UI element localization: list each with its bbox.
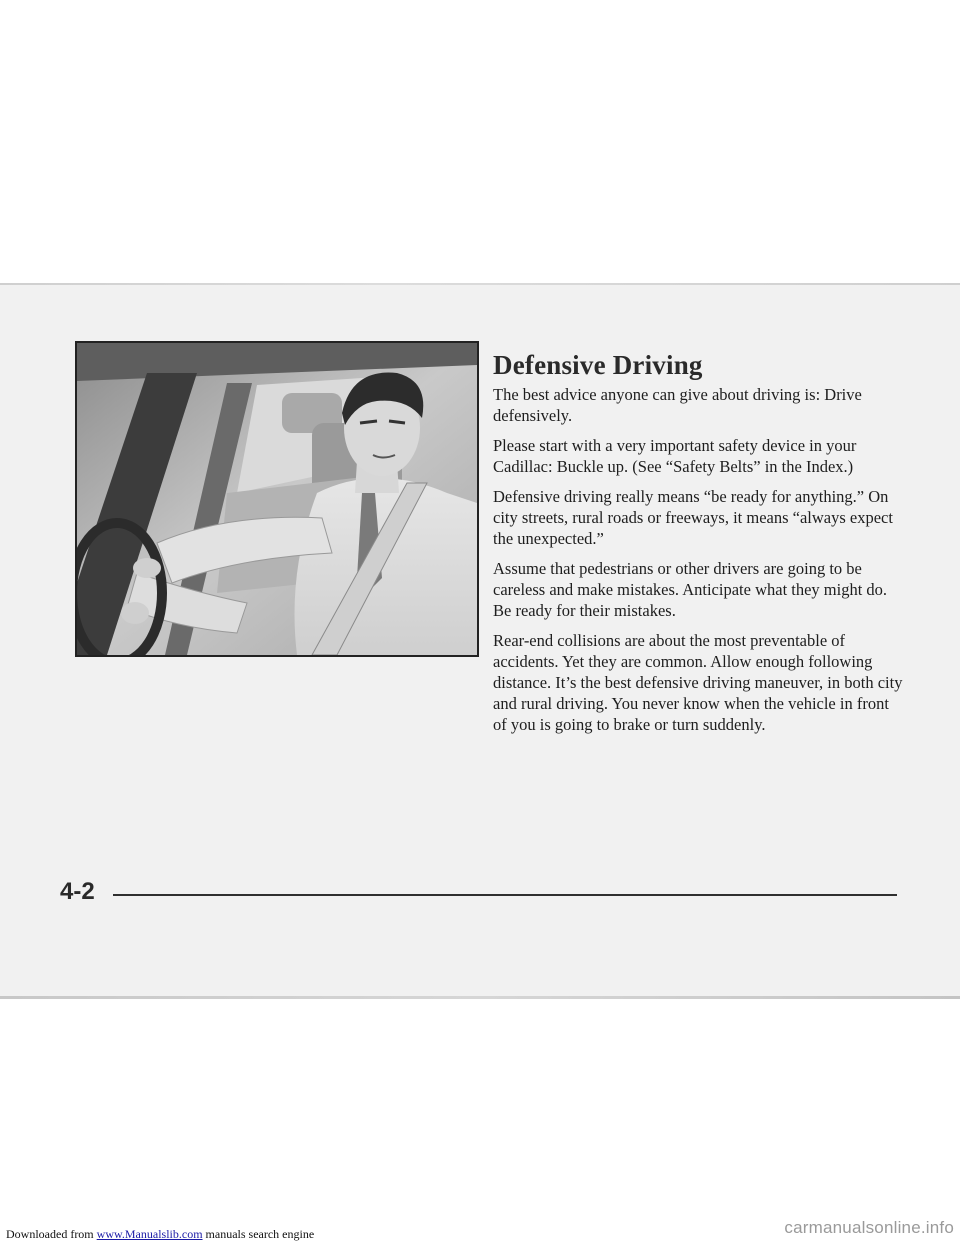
paragraph: Please start with a very important safety device in your Cadillac: Buckle up. (See “Safety Belts” in the Index.) xyxy=(493,436,857,476)
paragraph: The best advice anyone can give about driving is: Drive defensively. xyxy=(493,385,862,425)
section-heading: Defensive Driving xyxy=(493,350,703,380)
page-top-edge xyxy=(0,283,960,285)
download-note xyxy=(6,1227,314,1242)
manualslib-link[interactable]: www.Manualslib.com xyxy=(96,1227,203,1241)
download-note-suffix: manuals search engine xyxy=(202,1227,315,1241)
page-bottom-edge xyxy=(0,996,960,999)
body-text xyxy=(493,384,903,744)
paragraph: Assume that pedestrians or other drivers are going to be careless and make mistakes. Anticipate what they might do. Be ready for their mistakes. xyxy=(493,559,888,620)
watermark: carmanualsonline.info xyxy=(784,1218,954,1237)
download-note-prefix: Downloaded from xyxy=(6,1227,97,1241)
footer-rule xyxy=(113,894,897,896)
paragraph: Defensive driving really means “be ready for anything.” On city streets, rural roads or freeways, it means “always expect the unexpected.” xyxy=(493,487,893,548)
paragraph: Rear-end collisions are about the most preventable of accidents. Yet they are common. Allow enough following distance. It’s the best defensive driving maneuver, in both city and rural driving. You never know when the vehicle in front of you is going to brake or turn suddenly. xyxy=(493,631,903,734)
page-number: 4-2 xyxy=(60,878,95,905)
driver-illustration xyxy=(75,341,479,657)
